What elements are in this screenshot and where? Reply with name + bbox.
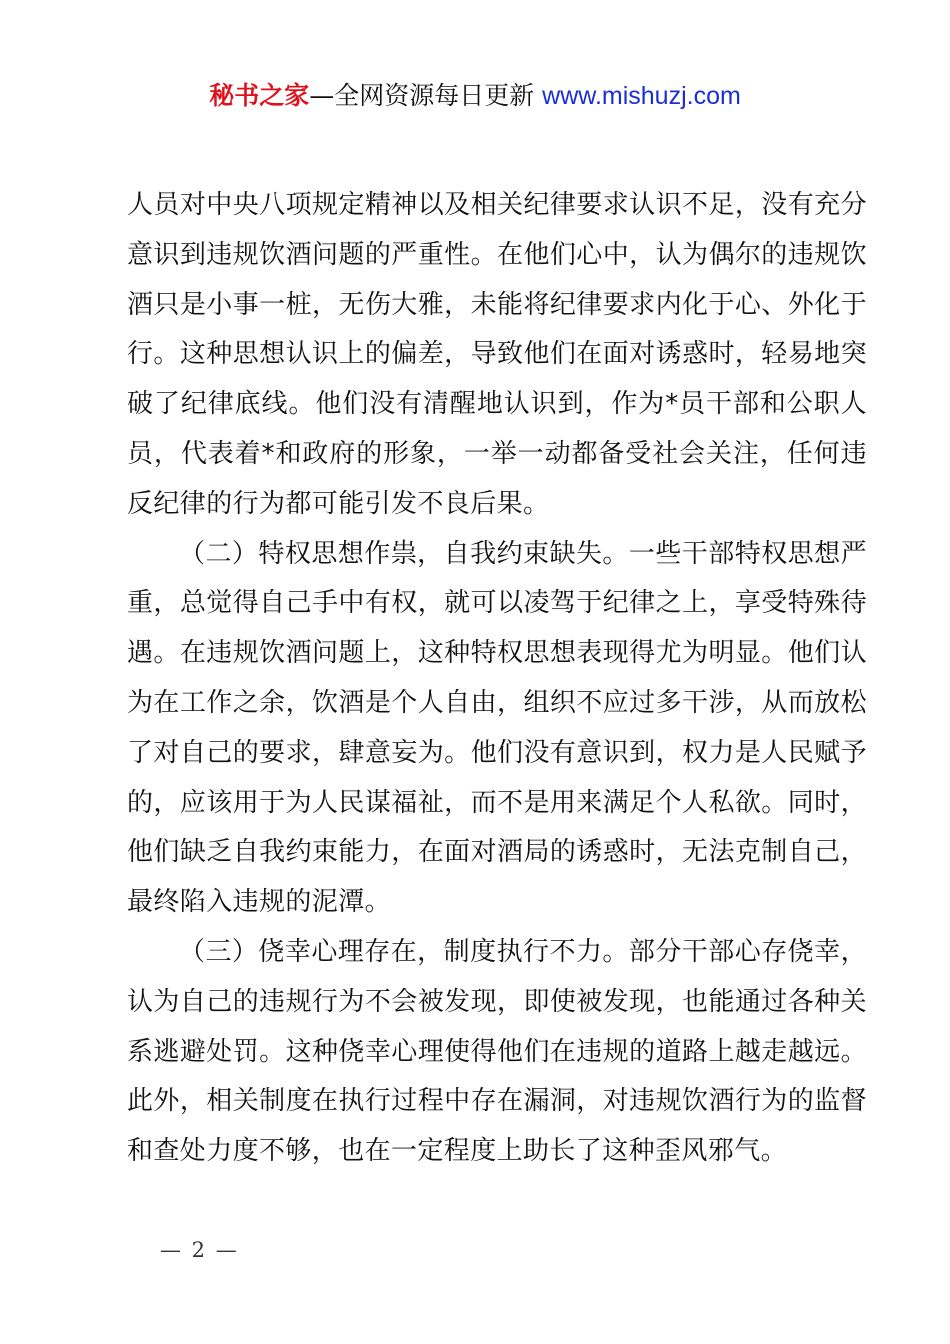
site-header [0,78,950,114]
paragraph-section-2: （二）特权思想作祟，自我约束缺失。一些干部特权思想严重，总觉得自己手中有权，就可以凌驾于纪律之上，享受特殊待遇。在违规饮酒问题上，这种特权思想表现得尤为明显。他们认为在工作之余，饮酒是个人自由，组织不应过多干涉，从而放松了对自己的要求，肆意妄为。他们没有意识到，权力是人民赋予的，应该用于为人民谋福祉，而不是用来满足个人私欲。同时，他们缺乏自我约束能力，在面对酒局的诱惑时，无法克制自己，最终陷入违规的泥潭。 [127,538,867,918]
paragraph-section-3: （三）侥幸心理存在，制度执行不力。部分干部心存侥幸，认为自己的违规行为不会被发现，即使被发现，也能通过各种关系逃避处罚。这种侥幸心理使得他们在违规的道路上越走越远。此外，相关制度在执行过程中存在漏洞，对违规饮酒行为的监督和查处力度不够，也在一定程度上助长了这种歪风邪气。 [127,936,867,1167]
document-body [127,181,867,1177]
site-url-link[interactable]: www.mishuzj.com [542,82,741,110]
header-tagline: —全网资源每日更新 [309,81,543,110]
page-number: — 2 — [160,1238,239,1262]
paragraph-continuation: 人员对中央八项规定精神以及相关纪律要求认识不足，没有充分意识到违规饮酒问题的严重性。在他们心中，认为偶尔的违规饮酒只是小事一桩，无伤大雅，未能将纪律要求内化于心、外化于行。这种思想认识上的偏差，导致他们在面对诱惑时，轻易地突破了纪律底线。他们没有清醒地认识到，作为*员干部和公职人员，代表着*和政府的形象，一举一动都备受社会关注，任何违反纪律的行为都可能引发不良后果。 [127,190,867,519]
brand-name: 秘书之家 [209,81,310,110]
